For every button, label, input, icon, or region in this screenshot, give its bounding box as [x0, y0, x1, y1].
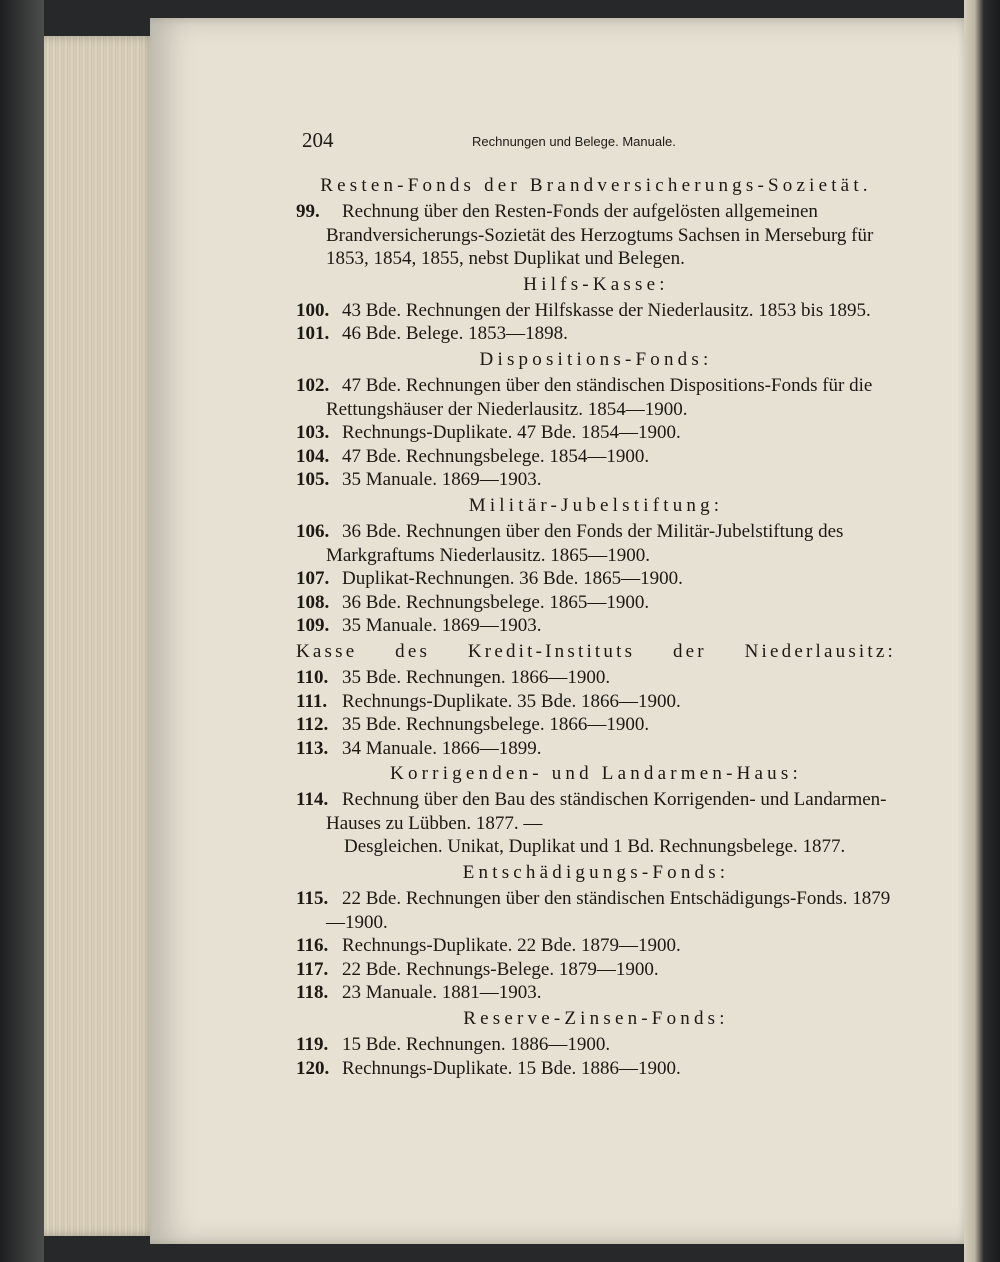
entry-number: 114.	[296, 789, 329, 811]
page-content	[296, 172, 896, 1080]
entry-item	[296, 934, 896, 958]
section-heading: Militär-Jubelstiftung:	[468, 494, 724, 516]
section-heading: Korrigenden- und Landarmen-Haus:	[390, 763, 802, 785]
section-heading: Reserve-Zinsen-Fonds:	[463, 1008, 729, 1030]
entry-number: 100.	[296, 299, 330, 321]
entry-item	[296, 737, 896, 761]
entry-text: 35 Bde. Rechnungsbelege. 1866—1900.	[342, 714, 650, 736]
entry-item	[296, 981, 896, 1005]
entry-number: 120.	[296, 1057, 330, 1079]
entry-text: 23 Manuale. 1881—1903.	[342, 982, 542, 1004]
entry-number: 103.	[296, 422, 330, 444]
entry-item	[296, 520, 896, 567]
entry-text: 15 Bde. Rechnungen. 1886—1900.	[342, 1034, 611, 1056]
running-title: Rechnungen und Belege. Manuale.	[472, 134, 676, 149]
entry-item	[296, 666, 896, 690]
entry-number: 119.	[296, 1034, 329, 1056]
entry-text: 35 Manuale. 1869—1903.	[342, 469, 542, 491]
entry-item	[296, 1057, 896, 1081]
entry-text: 34 Manuale. 1866—1899.	[342, 737, 542, 759]
entry-text: 47 Bde. Rechnungsbelege. 1854—1900.	[342, 445, 650, 467]
entry-item	[296, 713, 896, 737]
entry-item	[296, 1033, 896, 1057]
entry-text: 35 Manuale. 1869—1903.	[342, 615, 542, 637]
entry-text: 36 Bde. Rechnungsbelege. 1865—1900.	[342, 591, 650, 613]
entry-number: 104.	[296, 445, 330, 467]
entry-number: 112.	[296, 714, 329, 736]
entry-text: Rechnung über den Resten-Fonds der aufgelösten allgemeinen Brandversicherungs-Sozietät des Herzogtums Sachsen in Merseburg für 1853, 1854, 1855, nebst Duplikat und Belegen.	[326, 201, 874, 270]
entry-text: 36 Bde. Rechnungen über den Fonds der Militär-Jubelstiftung des Markgraftums Niederlausitz. 1865—1900.	[326, 520, 844, 566]
entry-continuation: Desgleichen. Unikat, Duplikat und 1 Bd. Rechnungsbelege. 1877.	[344, 836, 846, 858]
entry-number: 110.	[296, 666, 329, 688]
entry-number: 99.	[296, 201, 320, 222]
section-heading: Dispositions-Fonds:	[479, 348, 713, 370]
entry-item	[296, 690, 896, 714]
book-spine	[0, 0, 44, 1262]
entry-item	[296, 200, 896, 271]
section-heading: Hilfs-Kasse:	[523, 273, 669, 295]
section-heading: Kasse des Kredit-Instituts der Niederlausitz:	[296, 640, 896, 662]
entry-item	[296, 614, 896, 638]
entry-number: 116.	[296, 935, 329, 957]
entry-text: 22 Bde. Rechnungen über den ständischen Entschädigungs-Fonds. 1879—1900.	[326, 888, 891, 933]
entry-number: 107.	[296, 568, 330, 590]
entry-item	[296, 445, 896, 469]
entry-number: 108.	[296, 591, 330, 613]
entry-text: 47 Bde. Rechnungen über den ständischen Dispositions-Fonds für die Rettungshäuser der Niederlausitz. 1854—1900.	[326, 374, 873, 420]
entry-text: 43 Bde. Rechnungen der Hilfskasse der Niederlausitz. 1853 bis 1895.	[342, 299, 871, 321]
entry-text: Rechnungs-Duplikate. 15 Bde. 1886—1900.	[342, 1057, 681, 1079]
entry-text: Rechnung über den Bau des ständischen Korrigenden- und Landarmen-Hauses zu Lübben. 1877. —	[326, 789, 887, 834]
entry-text: Rechnungs-Duplikate. 22 Bde. 1879—1900.	[342, 935, 681, 957]
page-number: 204	[302, 128, 334, 152]
section-heading: Entschädigungs-Fonds:	[462, 862, 730, 884]
entry-item	[296, 299, 896, 323]
entry-item	[296, 788, 896, 835]
entry-item	[296, 887, 896, 934]
entry-item	[296, 567, 896, 591]
entry-item	[296, 468, 896, 492]
entry-text: Rechnungs-Duplikate. 35 Bde. 1866—1900.	[342, 690, 681, 712]
section-heading: Resten-Fonds der Brandversicherungs-Sozietät.	[320, 175, 872, 196]
entry-text: Rechnungs-Duplikate. 47 Bde. 1854—1900.	[342, 422, 681, 444]
entry-item	[296, 322, 896, 346]
entry-number: 109.	[296, 615, 330, 637]
entry-item	[296, 421, 896, 445]
entry-number: 115.	[296, 888, 329, 910]
book-right-edge	[964, 0, 1000, 1262]
entry-number: 101.	[296, 323, 330, 345]
entry-number: 117.	[296, 958, 329, 980]
entry-text: 35 Bde. Rechnungen. 1866—1900.	[342, 666, 611, 688]
entry-text: 46 Bde. Belege. 1853—1898.	[342, 323, 568, 345]
entry-text: 22 Bde. Rechnungs-Belege. 1879—1900.	[342, 958, 659, 980]
entry-item	[296, 958, 896, 982]
entry-text: Duplikat-Rechnungen. 36 Bde. 1865—1900.	[342, 568, 683, 590]
entry-number: 113.	[296, 737, 329, 759]
entry-number: 118.	[296, 982, 329, 1004]
entry-number: 105.	[296, 469, 330, 491]
entry-number: 106.	[296, 520, 330, 542]
entry-item	[296, 591, 896, 615]
page-edges	[44, 36, 156, 1236]
entry-number: 102.	[296, 374, 330, 396]
entry-item	[296, 374, 896, 421]
entry-number: 111.	[296, 690, 328, 712]
